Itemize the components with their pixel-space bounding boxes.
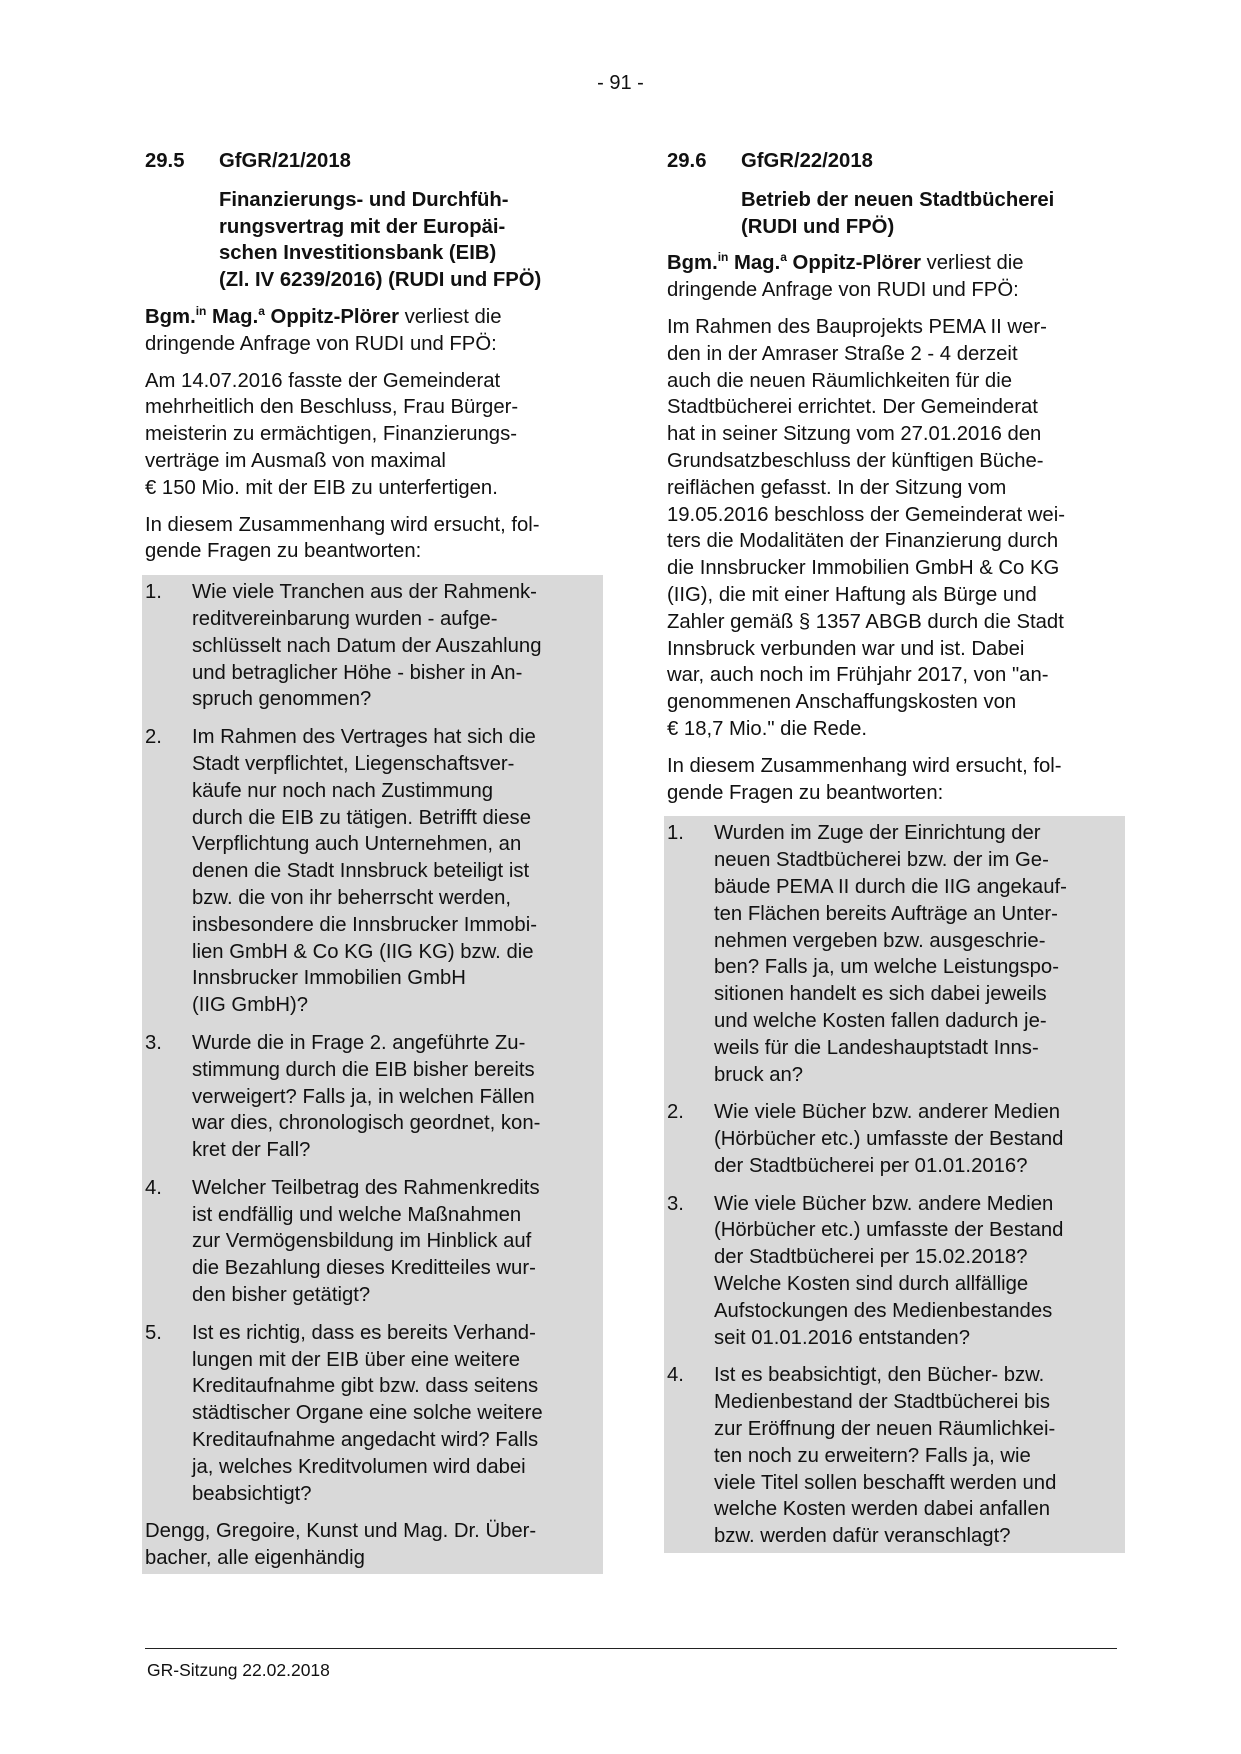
section-title (219, 187, 603, 294)
title-line: schen Investitionsbank (EIB) (219, 242, 497, 265)
speaker-sup: a (258, 303, 265, 318)
question-text: Welcher Teilbetrag des Rahmenkredits ist endfällig und welche Maßnahmen zur Vermögensbildung im Hinblick auf die Bezahlung dieses Kreditteiles wur- den bisher getätigt? (192, 1176, 540, 1307)
body-paragraph: In diesem Zusammenhang wird ersucht, fol- gende Fragen zu beantworten: (667, 754, 1062, 804)
intro-paragraph (667, 250, 1125, 304)
section-heading (145, 148, 603, 175)
question-item (145, 724, 603, 1030)
question-item (667, 1099, 1125, 1190)
title-line: rungsvertrag mit der Europäi- (219, 215, 506, 238)
question-text: Wurde die in Frage 2. angeführte Zu- stimmung durch die EIB bisher bereits verweigert? Falls ja, in welchen Fällen war dies, chronologisch geordnet, kon- kret der Fall? (192, 1031, 541, 1162)
page-number: - 91 - (597, 72, 644, 94)
title-line: Betrieb der neuen Stadtbücherei (741, 188, 1055, 211)
question-item (667, 1362, 1125, 1553)
question-block (142, 575, 603, 1574)
intro-text: verliest die (921, 252, 1024, 275)
body-paragraph: In diesem Zusammenhang wird ersucht, fol- gende Fragen zu beantworten: (145, 513, 540, 563)
question-item (145, 579, 603, 724)
section-number: 29.6 (667, 150, 707, 172)
question-number: 1. (145, 581, 162, 604)
question-number: 2. (667, 1101, 684, 1124)
question-number: 3. (667, 1192, 684, 1215)
question-item (667, 1191, 1125, 1363)
speaker-title: Bgm. (667, 252, 718, 275)
intro-text: dringende Anfrage von RUDI und FPÖ: (667, 279, 1019, 302)
question-text: Wie viele Bücher bzw. anderer Medien (Hörbücher etc.) umfasste der Bestand der Stadtbücherei per 01.01.2016? (714, 1101, 1064, 1177)
section-title (741, 187, 1125, 241)
body-paragraph: Am 14.07.2016 fasste der Gemeinderat mehrheitlich den Beschluss, Frau Bürger- meisterin zu ermächtigen, Finanzierungs- verträge im Ausmaß von maximal € 150 Mio. mit der EIB zu unterfertigen. (145, 369, 519, 499)
question-item (145, 1030, 603, 1175)
speaker-title: Mag. (206, 305, 259, 328)
speaker-title: Bgm. (145, 305, 196, 328)
intro-text: verliest die (399, 305, 502, 328)
speaker-name: Oppitz-Plörer (786, 252, 921, 275)
title-line: Finanzierungs- und Durchfüh- (219, 188, 509, 211)
question-item (667, 820, 1125, 1099)
question-text: Wie viele Bücher bzw. andere Medien (Hörbücher etc.) umfasste der Bestand der Stadtbücherei per 15.02.2018? Welche Kosten sind durch allfällige Aufstockungen des Medienbestandes seit 01.01.2016 entstanden? (714, 1192, 1064, 1349)
section-reference: GfGR/22/2018 (741, 150, 873, 172)
question-block (664, 816, 1125, 1553)
question-number: 4. (667, 1364, 684, 1387)
question-text: Ist es richtig, dass es bereits Verhand- lungen mit der EIB über eine weitere Kreditaufnahme gibt bzw. dass seitens städtischer Organe eine solche weitere Kreditaufnahme angedacht wird? Falls ja, welches Kreditvolumen wird dabei beabsichtigt? (192, 1321, 543, 1505)
section-number: 29.5 (145, 150, 185, 172)
question-text: Wie viele Tranchen aus der Rahmenk- reditvereinbarung wurden - aufge- schlüsselt nach Datum der Auszahlung und betraglicher Höhe - bisher in An- spruch genommen? (192, 581, 542, 711)
footer-text: GR-Sitzung 22.02.2018 (147, 1660, 330, 1680)
section-29-5 (145, 148, 603, 1574)
question-item (145, 1175, 603, 1320)
question-item (145, 1320, 603, 1519)
question-number: 1. (667, 822, 684, 845)
section-heading (667, 148, 1125, 175)
section-29-6 (667, 148, 1125, 1553)
question-number: 4. (145, 1176, 162, 1199)
speaker-sup: in (195, 303, 207, 318)
question-number: 3. (145, 1031, 162, 1054)
section-reference: GfGR/21/2018 (219, 150, 351, 172)
intro-paragraph (145, 304, 603, 358)
speaker-sup: a (780, 250, 787, 265)
question-number: 5. (145, 1321, 162, 1344)
signature: Dengg, Gregoire, Kunst und Mag. Dr. Über- bacher, alle eigenhändig (145, 1520, 537, 1570)
question-text: Wurden im Zuge der Einrichtung der neuen Stadtbücherei bzw. der im Ge- bäude PEMA II durch die IIG angekauf- ten Flächen bereits Aufträge an Unter- nehmen vergeben bzw. ausgeschrie- ben? Falls ja, um welche Leistungspo- sitionen handelt es sich dabei jeweils und welche Kosten fallen dadurch je- weils für die Landeshauptstadt Inns- bruck an? (714, 822, 1067, 1086)
speaker-sup: in (717, 250, 729, 265)
question-number: 2. (145, 726, 162, 749)
body-paragraph: Im Rahmen des Bauprojekts PEMA II wer- den in der Amraser Straße 2 - 4 derzeit auch die neuen Räumlichkeiten für die Stadtbücherei errichtet. Der Gemeinderat hat in seiner Sitzung vom 27.01.2016 den Grundsatzbeschluss der künftigen Büche- reiflächen gefasst. In der Sitzung vom 19.05.2016 beschloss der Gemeinderat wei- ters die Modalitäten der Finanzierung durch die Innsbrucker Immobilien GmbH & Co KG (IIG), die mit einer Haftung als Bürge und Zahler gemäß § 1357 ABGB durch die Stadt Innsbruck verbunden war und ist. Dabei war, auch noch im Frühjahr 2017, von "an- genommenen Anschaffungskosten von € 18,7 Mio." die Rede. (667, 315, 1065, 740)
speaker-title: Mag. (728, 252, 781, 275)
footer-divider (145, 1648, 1117, 1649)
question-text: Ist es beabsichtigt, den Bücher- bzw. Medienbestand der Stadtbücherei bis zur Eröffnung der neuen Räumlichkei- ten noch zu erweitern? Falls ja, wie viele Titel sollen beschafft werden und welche Kosten werden dabei anfallen bzw. werden dafür veranschlagt? (714, 1364, 1057, 1548)
title-line: (RUDI und FPÖ) (741, 215, 895, 238)
intro-text: dringende Anfrage von RUDI und FPÖ: (145, 332, 497, 355)
question-text: Im Rahmen des Vertrages hat sich die Stadt verpflichtet, Liegenschaftsver- käufe nur noch nach Zustimmung durch die EIB zu tätigen. Betrifft diese Verpflichtung auch Unternehmen, an denen die Stadt Innsbruck beteiligt ist bzw. die von ihr beherrscht werden, insbesondere die Innsbrucker Immobi- lien GmbH & Co KG (IIG KG) bzw. die Innsbrucker Immobilien GmbH (IIG GmbH)? (192, 726, 537, 1017)
speaker-name: Oppitz-Plörer (264, 305, 399, 328)
title-line: (Zl. IV 6239/2016) (RUDI und FPÖ) (219, 269, 542, 292)
